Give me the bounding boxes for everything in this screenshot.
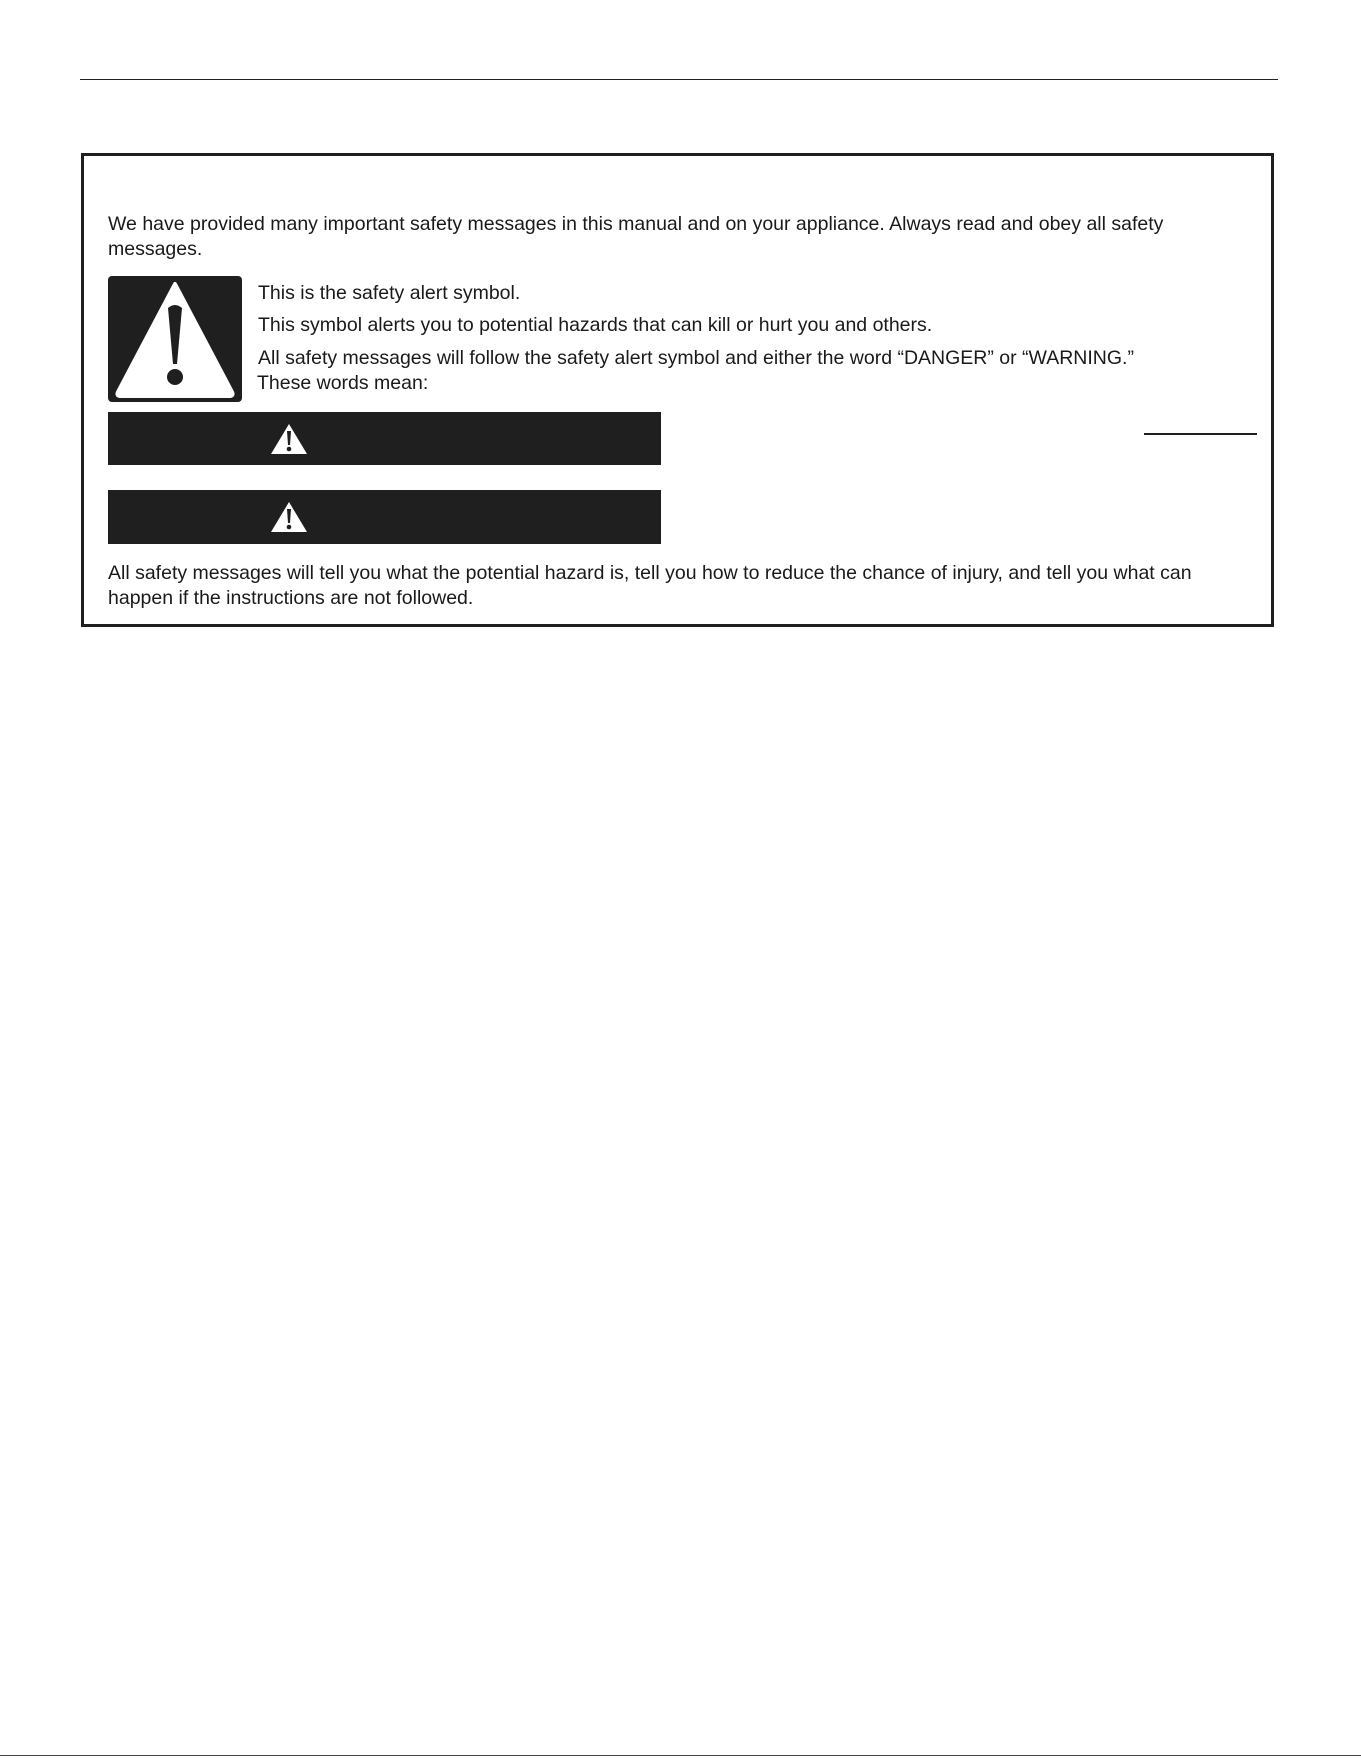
symbol-description-line-1: This is the safety alert symbol. xyxy=(258,282,521,304)
warning-signal-bar xyxy=(108,490,661,544)
safety-alert-icon xyxy=(108,276,242,402)
symbol-description-line-3: All safety messages will follow the safety alert symbol and either the word “DANGER” or “WARNING.” xyxy=(258,347,1134,369)
safety-intro-text: We have provided many important safety messages in this manual and on your appliance. Always read and obey all safety messages. xyxy=(108,213,1164,260)
danger-signal-bar xyxy=(108,412,661,465)
symbol-description-line-2: This symbol alerts you to potential hazards that can kill or hurt you and others. xyxy=(258,314,933,336)
safety-alert-icon xyxy=(270,423,308,455)
footer-rule xyxy=(0,1755,1361,1756)
safety-alert-symbol xyxy=(108,276,242,402)
safety-outro-text: All safety messages will tell you what the potential hazard is, tell you how to reduce the chance of injury, and tell you what can happen if the instructions are not followed. xyxy=(108,562,1192,609)
symbol-description-line-4: These words mean: xyxy=(257,372,429,394)
safety-alert-icon xyxy=(270,501,308,533)
safety-messages-box xyxy=(81,153,1274,627)
underline-mark xyxy=(1144,433,1257,435)
header-rule xyxy=(80,79,1278,80)
